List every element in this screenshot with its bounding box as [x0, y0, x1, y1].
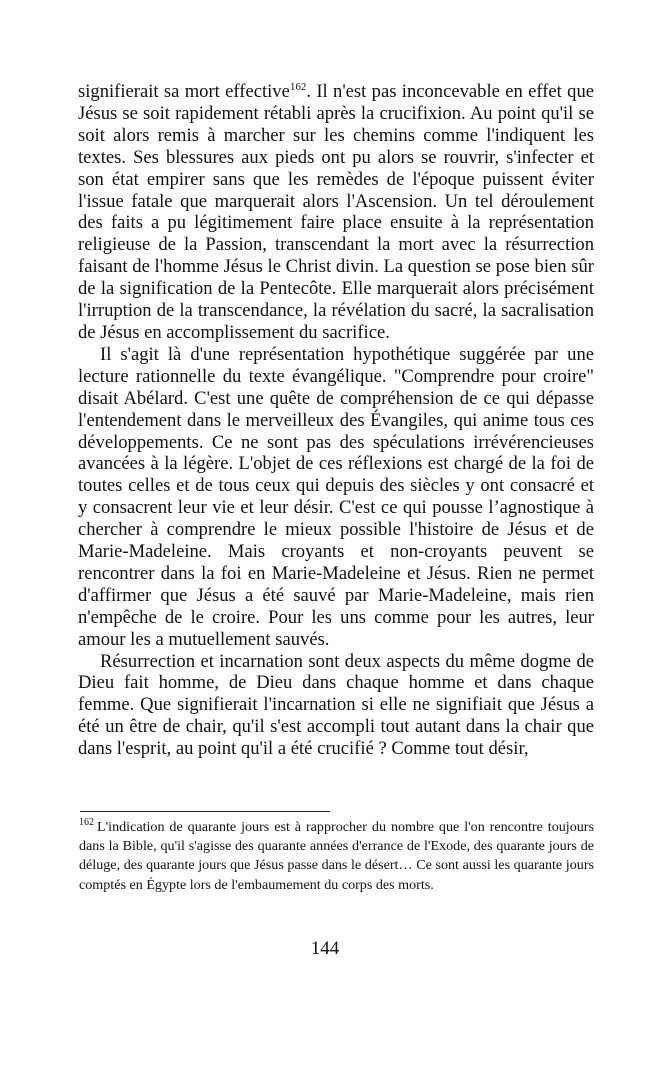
page-body — [78, 81, 594, 760]
paragraph-1 — [78, 81, 594, 344]
footnote-text: L'indication de quarante jours est à rapprocher du nombre que l'on rencontre toujours dans la Bible, qu'il s'agisse des quarante années d'errance de l'Exode, des quarante jours de déluge, des quarante jours que Jésus passe dans le désert… Ce sont aussi les quarante jours comptés en Égypte lors de l'embaumement du corps des morts. — [79, 819, 594, 893]
footnote-separator — [80, 811, 330, 812]
footnote-number: 162 — [79, 817, 94, 828]
paragraph-1-lead: signifierait sa mort effective — [78, 81, 290, 102]
paragraph-1-rest: . Il n'est pas inconcevable en effet que Jésus se soit rapidement rétabli après la crucifixion. Au point qu'il se soit alors remis à marcher sur les chemins comme l'indiquent les textes. Ses blessures aux pieds ont pu alors se rouvrir, s'infecter et son état empirer sans que les remèdes de l'époque puissent éviter l'issue fatale que marquerait alors l'Ascension. Un tel déroulement des faits a pu légitimement faire place ensuite à la représentation religieuse de la Passion, transcendant la mort avec la résurrection faisant de l'homme Jésus le Christ divin. La question se pose bien sûr de la signification de la Pentecôte. Elle marquerait alors précisément l'irruption de la transcendance, la révélation du sacré, la sacralisation de Jésus en accomplissement du sacrifice. — [78, 81, 594, 343]
footnote-reference[interactable]: 162 — [289, 81, 307, 93]
body-text — [78, 81, 594, 760]
page-number: 144 — [310, 938, 340, 959]
footnotes — [79, 818, 594, 895]
footnote-162 — [79, 818, 594, 895]
paragraph-3: Résurrection et incarnation sont deux aspects du même dogme de Dieu fait homme, de Dieu dans chaque homme et dans chaque femme. Que signifierait l'incarnation si elle ne signifiait que Jésus a été un être de chair, qu'il s'est accompli tout autant dans la chair que dans l'esprit, au point qu'il a été crucifié ? Comme tout désir, — [78, 650, 594, 760]
paragraph-2: Il s'agit là d'une représentation hypothétique suggérée par une lecture rationnelle du texte évangélique. "Comprendre pour croire" disait Abélard. C'est une quête de compréhension de ce qui dépasse l'entendement dans le merveilleux des Évangiles, qui anime tous ces développements. Ce ne sont pas des spéculations irrévérencieuses avancées à la légère. L'objet de ces réflexions est chargé de la foi de toutes celles et de tous ceux qui depuis des siècles y ont consacré et y consacrent leur vie et leur désir. C'est ce qui pousse l’agnostique à chercher à comprendre le mieux possible l'histoire de Jésus et de Marie-Madeleine. Mais croyants et non-croyants peuvent se rencontrer dans la foi en Marie-Madeleine et Jésus. Rien ne permet d'affirmer que Jésus a été sauvé par Marie-Madeleine, mais rien n'empêche de le croire. Pour les uns comme pour les autres, leur amour les a mutuellement sauvés. — [78, 343, 594, 650]
